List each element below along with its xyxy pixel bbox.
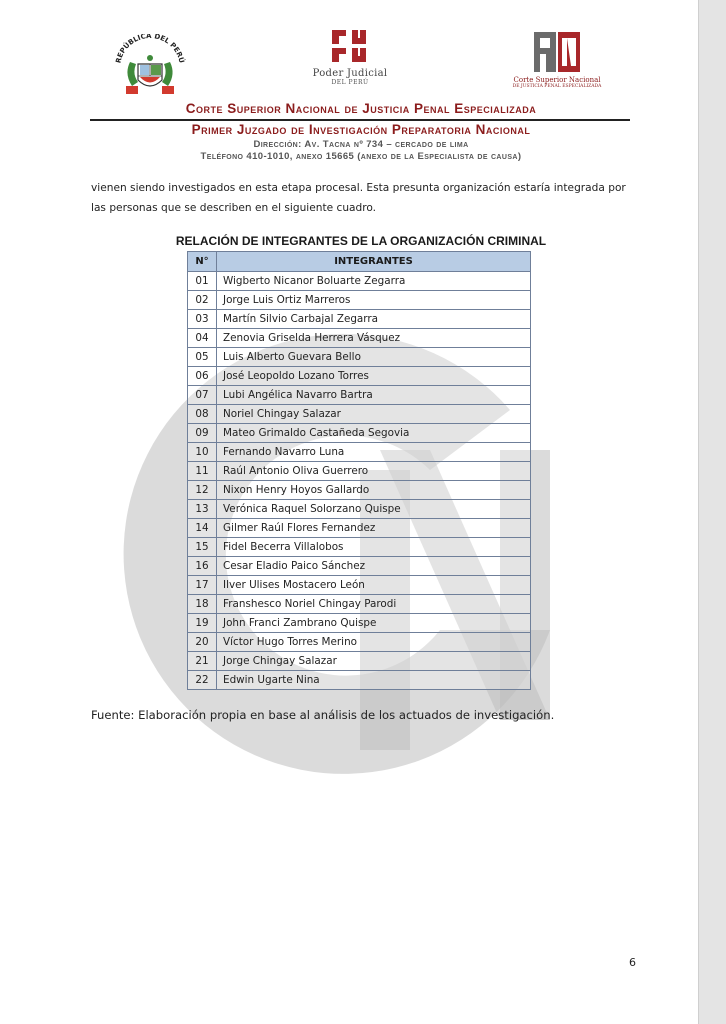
member-name: Lubi Angélica Navarro Bartra <box>217 386 531 405</box>
row-number: 17 <box>188 576 217 595</box>
table-row <box>188 614 531 633</box>
table-row <box>188 595 531 614</box>
juzgado-heading: Primer Juzgado de Investigación Preparatoria Nacional <box>191 122 531 137</box>
pj-mark-icon <box>330 28 370 64</box>
table-row <box>188 519 531 538</box>
row-number: 16 <box>188 557 217 576</box>
row-number: 08 <box>188 405 217 424</box>
table-row <box>188 424 531 443</box>
member-name: Mateo Grimaldo Castañeda Segovia <box>217 424 531 443</box>
table-row <box>188 557 531 576</box>
poder-judicial-logo <box>290 28 410 98</box>
row-number: 03 <box>188 310 217 329</box>
row-number: 20 <box>188 633 217 652</box>
member-name: Nixon Henry Hoyos Gallardo <box>217 481 531 500</box>
coat-of-arms-icon <box>110 34 190 100</box>
member-name: Fernando Navarro Luna <box>217 443 531 462</box>
csn-name: Corte Superior Nacional <box>513 76 601 84</box>
csn-subtitle: DE JUSTICIA PENAL ESPECIALIZADA <box>512 84 602 89</box>
row-number: 07 <box>188 386 217 405</box>
members-table <box>187 251 531 690</box>
table-row <box>188 443 531 462</box>
table-row <box>188 310 531 329</box>
row-number: 04 <box>188 329 217 348</box>
member-name: Edwin Ugarte Nina <box>217 671 531 690</box>
member-name: Gilmer Raúl Flores Fernandez <box>217 519 531 538</box>
member-name: Víctor Hugo Torres Merino <box>217 633 531 652</box>
member-name: Ilver Ulises Mostacero León <box>217 576 531 595</box>
member-name: Cesar Eladio Paico Sánchez <box>217 557 531 576</box>
table-row <box>188 538 531 557</box>
table-row <box>188 462 531 481</box>
csn-mark-icon <box>532 30 582 74</box>
member-name: Noriel Chingay Salazar <box>217 405 531 424</box>
table-title: RELACIÓN DE INTEGRANTES DE LA ORGANIZACIÓN CRIMINAL <box>175 234 547 248</box>
table-row <box>188 272 531 291</box>
row-number: 01 <box>188 272 217 291</box>
row-number: 02 <box>188 291 217 310</box>
member-name: Luis Alberto Guevara Bello <box>217 348 531 367</box>
svg-text:REPÚBLICA DEL PERÚ: REPÚBLICA DEL PERÚ <box>114 34 186 64</box>
header-divider <box>90 119 630 121</box>
body-paragraph: vienen siendo investigados en esta etapa procesal. Esta presunta organización estaría integrada por las personas que se describen en el siguiente cuadro. <box>91 182 626 214</box>
column-header-number: N° <box>188 252 217 272</box>
table-row <box>188 633 531 652</box>
table-row <box>188 671 531 690</box>
column-header-members: INTEGRANTES <box>217 252 531 272</box>
court-heading: Corte Superior Nacional de Justicia Penal Especializada <box>185 101 537 116</box>
member-name: Fidel Becerra Villalobos <box>217 538 531 557</box>
row-number: 19 <box>188 614 217 633</box>
table-row <box>188 500 531 519</box>
row-number: 15 <box>188 538 217 557</box>
table-row <box>188 386 531 405</box>
row-number: 14 <box>188 519 217 538</box>
row-number: 21 <box>188 652 217 671</box>
row-number: 22 <box>188 671 217 690</box>
table-row <box>188 652 531 671</box>
row-number: 11 <box>188 462 217 481</box>
row-number: 12 <box>188 481 217 500</box>
row-number: 05 <box>188 348 217 367</box>
member-name: Zenovia Griselda Herrera Vásquez <box>217 329 531 348</box>
table-row <box>188 481 531 500</box>
member-name: Jorge Chingay Salazar <box>217 652 531 671</box>
member-name: John Franci Zambrano Quispe <box>217 614 531 633</box>
row-number: 18 <box>188 595 217 614</box>
address-line: Dirección: Av. Tacna nº 734 – cercado de lima <box>253 139 469 150</box>
member-name: Martín Silvio Carbajal Zegarra <box>217 310 531 329</box>
pj-name: Poder Judicial <box>312 68 388 79</box>
row-number: 10 <box>188 443 217 462</box>
member-name: Wigberto Nicanor Boluarte Zegarra <box>217 272 531 291</box>
member-name: Raúl Antonio Oliva Guerrero <box>217 462 531 481</box>
row-number: 13 <box>188 500 217 519</box>
viewer-margin <box>698 0 726 1024</box>
page-number: 6 <box>629 956 636 969</box>
pj-subtitle: DEL PERÚ <box>331 79 369 86</box>
table-row <box>188 405 531 424</box>
table-row <box>188 348 531 367</box>
member-name: Franshesco Noriel Chingay Parodi <box>217 595 531 614</box>
row-number: 09 <box>188 424 217 443</box>
source-note: Fuente: Elaboración propia en base al análisis de los actuados de investigación. <box>91 708 555 722</box>
table-row <box>188 291 531 310</box>
row-number: 06 <box>188 367 217 386</box>
table-row <box>188 329 531 348</box>
member-name: Verónica Raquel Solorzano Quispe <box>217 500 531 519</box>
escudo-nacional-logo <box>110 34 190 100</box>
table-row <box>188 576 531 595</box>
member-name: José Leopoldo Lozano Torres <box>217 367 531 386</box>
table-header-row <box>188 252 531 272</box>
table-row <box>188 367 531 386</box>
phone-line: Teléfono 410-1010, anexo 15665 (anexo de la Especialista de causa) <box>200 151 522 162</box>
member-name: Jorge Luis Ortiz Marreros <box>217 291 531 310</box>
corte-superior-logo <box>512 30 602 100</box>
